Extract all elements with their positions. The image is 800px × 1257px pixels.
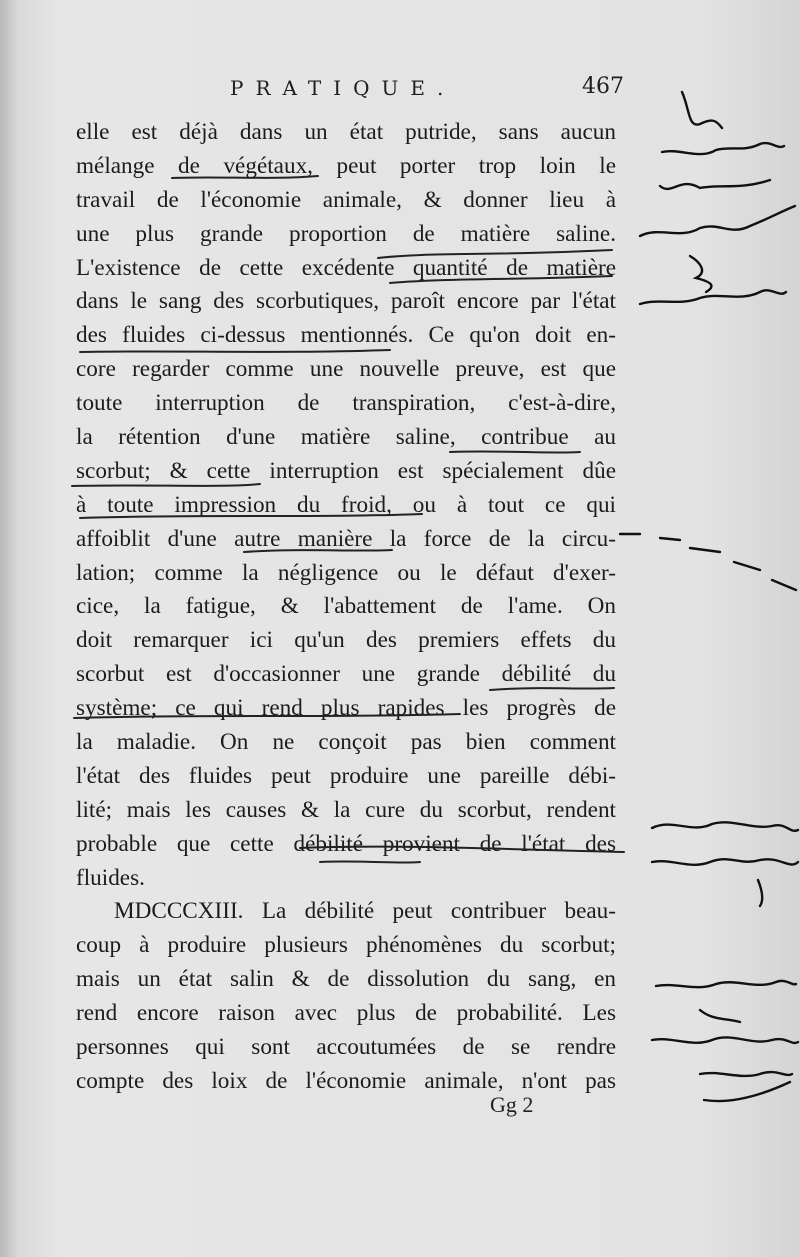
text-line: scorbut; & cette interruption est spécialement dûe [76,457,616,484]
marginal-scribble [690,256,711,292]
marginal-scribble [660,180,770,189]
text-line: coup à produire plusieurs phénomènes du scorbut; [76,932,616,959]
text-line: la maladie. On ne conçoit pas bien comment [76,729,616,756]
text-line: doit remarquer ici qu'un des premiers effets du [76,627,616,654]
text-line: mélange de végétaux, peut porter trop loin le [76,152,616,179]
marginal-scribble [700,1072,792,1076]
marginal-scribble [662,143,784,154]
text-line: elle est déjà dans un état putride, sans aucun [76,119,616,145]
marginal-scribble [652,859,798,865]
text-line: toute interruption de transpiration, c'est-à-dire, [76,390,616,417]
marginal-scribble [700,1010,740,1022]
marginal-scribble [620,534,796,590]
text-line: compte des loix de l'économie animale, n'ont pas [76,1067,616,1094]
signature-mark: Gg 2 [490,1092,534,1117]
text-line: la rétention d'une matière saline, contribue au [76,424,616,451]
text-line: mais un état salin & de dissolution du sang, en [76,966,616,993]
text-line: système; ce qui rend plus rapides les progrès de [76,695,616,722]
marginal-scribble [652,822,798,831]
text-line: des fluides ci-dessus mentionnés. Ce qu'on doit en- [76,322,616,349]
marginal-scribble [640,206,795,236]
text-line: à toute impression du froid, ou à tout ce qui [76,491,616,518]
text-line: lation; comme la négligence ou le défaut d'exer- [76,559,616,586]
text-line: travail de l'économie animale, & donner lieu à [76,186,616,213]
marginal-scribble [758,880,762,906]
text-line: scorbut est d'occasionner une grande débilité du [76,661,616,688]
running-header [230,76,630,110]
text-line: l'état des fluides peut produire une pareille débi- [76,762,616,789]
body-text [76,116,616,1099]
text-line: core regarder comme une nouvelle preuve, est que [76,356,616,383]
marginal-scribble [652,1037,798,1043]
text-line: probable que cette débilité provient de l'état des [76,830,616,857]
text-line: lité; mais les causes & la cure du scorbut, rendent [76,796,616,823]
marginal-scribble [682,92,722,128]
page-number: 467 [582,74,624,99]
text-line: une plus grande proportion de matière saline. [76,220,616,247]
marginal-scribble [704,1082,790,1101]
text-line: dans le sang des scorbutiques, paroît encore par l'état [76,288,616,315]
text-line: L'existence de cette excédente quantité de matière [76,254,616,281]
text-line: fluides. [76,864,145,891]
text-line: cice, la fatigue, & l'abattement de l'ame. On [76,593,616,620]
text-line: affoiblit d'une autre manière la force de la circu- [76,525,616,552]
text-line: rend encore raison avec plus de probabilité. Les [76,1000,616,1027]
marginal-scribble [656,981,796,987]
text-line: personnes qui sont accoutumées de se rendre [76,1034,616,1061]
text-line: MDCCCXIII. La débilité peut contribuer beau- [114,898,616,925]
marginal-scribble [640,290,786,304]
running-title: PRATIQUE. [230,76,456,100]
